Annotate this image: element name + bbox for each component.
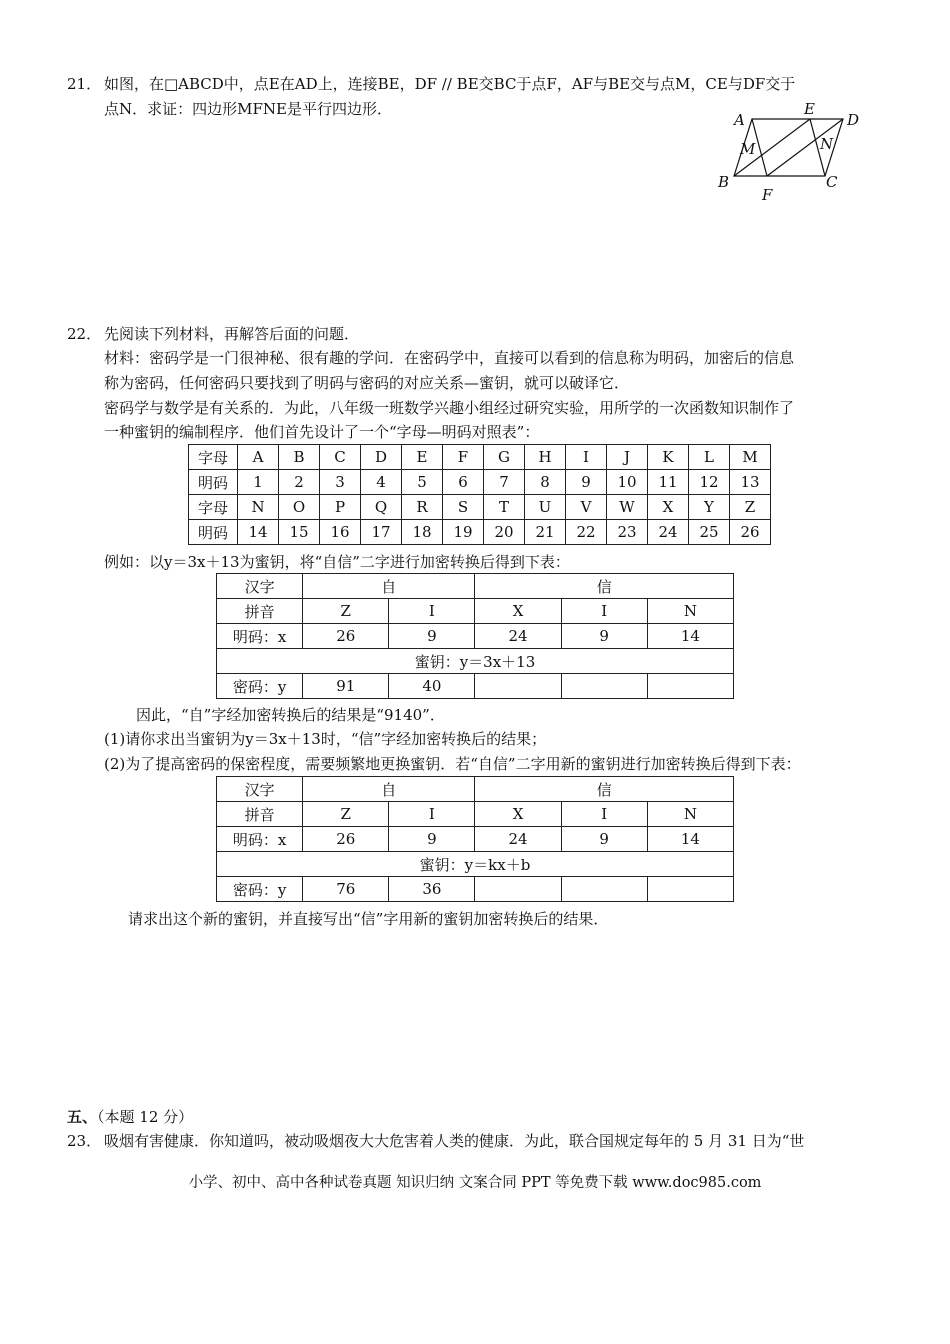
table-cell: 16: [320, 520, 361, 545]
q22-para2-line2: 一种蜜钥的编制程序．他们首先设计了一个“字母—明码对照表”：: [104, 423, 540, 441]
table-cell: 26: [730, 520, 771, 545]
table-cell: Q: [361, 495, 402, 520]
table-cell: 24: [475, 827, 561, 852]
table-cell: 76: [303, 877, 389, 902]
q22-sub1: (1)请你求出当蜜钥为y＝3x＋13时，“信”字经加密转换后的结果；: [104, 730, 547, 748]
table-row: [217, 649, 734, 674]
q22-intro: 先阅读下列材料，再解答后面的问题．: [104, 325, 360, 343]
table-cell: O: [279, 495, 320, 520]
table-cell: 9: [389, 624, 475, 649]
table-row: [217, 777, 734, 802]
table-cell: 7: [484, 470, 525, 495]
table-cell: 信: [475, 574, 734, 599]
table-cell: F: [443, 445, 484, 470]
table-cell: X: [475, 802, 561, 827]
table-cell: V: [566, 495, 607, 520]
table-cell: Y: [689, 495, 730, 520]
table-cell: I: [389, 802, 475, 827]
answer-blank-cell[interactable]: [647, 877, 733, 902]
q22-example-text: 例如：以y＝3x＋13为蜜钥，将“自信”二字进行加密转换后得到下表：: [104, 553, 570, 571]
q22-number: 22．: [67, 325, 102, 343]
letter-code-table: [188, 444, 771, 545]
table-cell: 13: [730, 470, 771, 495]
table-cell: 19: [443, 520, 484, 545]
table-cell: X: [648, 495, 689, 520]
answer-blank-cell[interactable]: [647, 674, 733, 699]
table-cell: 2: [279, 470, 320, 495]
table-cell: 20: [484, 520, 525, 545]
label-a: A: [734, 111, 745, 129]
table-cell: S: [443, 495, 484, 520]
label-n: N: [820, 135, 834, 153]
label-m: M: [740, 140, 756, 158]
table-cell: I: [566, 445, 607, 470]
table-cell: M: [730, 445, 771, 470]
table-cell: 信: [475, 777, 734, 802]
section-title: 五、: [67, 1108, 98, 1126]
label-e: E: [804, 100, 815, 118]
table-cell: 21: [525, 520, 566, 545]
table-cell: 40: [389, 674, 475, 699]
table-cell: 14: [647, 827, 733, 852]
table-row: [189, 495, 771, 520]
row-label: 明码: [189, 470, 238, 495]
section-heading: [67, 1107, 193, 1127]
table-cell: B: [279, 445, 320, 470]
table-row: [217, 674, 734, 699]
table-cell: 密码：y: [217, 877, 303, 902]
table-cell: X: [475, 599, 561, 624]
table-row: [217, 827, 734, 852]
encryption-table-2: [216, 776, 734, 902]
table-cell: 14: [647, 624, 733, 649]
table-cell: 密码：y: [217, 674, 303, 699]
table-row: [189, 470, 771, 495]
table-row: [217, 624, 734, 649]
table-cell: 24: [475, 624, 561, 649]
table-cell: N: [647, 599, 733, 624]
table-cell: 91: [303, 674, 389, 699]
table-row: [189, 520, 771, 545]
table-cell: W: [607, 495, 648, 520]
q23-text-line1: 吸烟有害健康．你知道吗，被动吸烟夜大大危害着人类的健康．为此，联合国规定每年的 5 月 31 日为“世: [104, 1132, 805, 1150]
q22-para1-line2: 称为密码，任何密码只要找到了明码与密码的对应关系—蜜钥，就可以破译它．: [104, 374, 630, 392]
table-cell: 12: [689, 470, 730, 495]
table-cell: 26: [303, 624, 389, 649]
table-cell: 汉字: [217, 777, 303, 802]
section-score: （本题 12 分）: [97, 1108, 194, 1126]
table-cell: 15: [279, 520, 320, 545]
table-cell: 1: [238, 470, 279, 495]
q21-text-line2: 点N．求证：四边形MFNE是平行四边形．: [104, 100, 392, 118]
label-b: B: [718, 173, 730, 191]
label-d: D: [847, 111, 860, 129]
table-cell: 24: [648, 520, 689, 545]
table-cell: 36: [389, 877, 475, 902]
table-cell: 17: [361, 520, 402, 545]
table-cell: 8: [525, 470, 566, 495]
q22-para1-line1: 材料：密码学是一门很神秘、很有趣的学问．在密码学中，直接可以看到的信息称为明码，加密后的信息: [104, 349, 795, 367]
table-cell: 25: [689, 520, 730, 545]
table-cell: 18: [402, 520, 443, 545]
q22-sub2: (2)为了提高密码的保密程度，需要频繁地更换蜜钥．若“自信”二字用新的蜜钥进行加密转换后得到下表：: [104, 755, 801, 773]
parallelogram-figure: [700, 95, 870, 210]
footer: 小学、初中、高中各种试卷真题 知识归纳 文案合同 PPT 等免费下载 www.doc985.com: [188, 1175, 762, 1191]
table-cell: P: [320, 495, 361, 520]
table-cell: T: [484, 495, 525, 520]
table-cell: 9: [566, 470, 607, 495]
table-cell: 9: [561, 624, 647, 649]
table-cell: H: [525, 445, 566, 470]
table-cell: I: [561, 802, 647, 827]
table-cell: I: [561, 599, 647, 624]
q22-final: 请求出这个新的蜜钥，并直接写出“信”字用新的蜜钥加密转换后的结果．: [128, 910, 609, 928]
q23-number: 23．: [67, 1132, 102, 1150]
table-row: [217, 574, 734, 599]
table-cell: 5: [402, 470, 443, 495]
table-cell: 11: [648, 470, 689, 495]
answer-blank-cell[interactable]: [475, 674, 561, 699]
table-cell: 自: [303, 777, 475, 802]
answer-blank-cell[interactable]: [475, 877, 561, 902]
table-cell: 26: [303, 827, 389, 852]
table-cell: 6: [443, 470, 484, 495]
table-cell: 明码：x: [217, 827, 303, 852]
table-cell: Z: [303, 802, 389, 827]
row-label: 明码: [189, 520, 238, 545]
table-cell: D: [361, 445, 402, 470]
table-cell: U: [525, 495, 566, 520]
table-cell: 4: [361, 470, 402, 495]
key-cell: 蜜钥：y＝kx＋b: [217, 852, 734, 877]
table-cell: R: [402, 495, 443, 520]
q21-number: 21．: [67, 75, 102, 93]
label-c: C: [826, 173, 838, 191]
table-cell: I: [389, 599, 475, 624]
table-cell: 23: [607, 520, 648, 545]
table-row: [217, 599, 734, 624]
table-cell: C: [320, 445, 361, 470]
table-cell: 10: [607, 470, 648, 495]
table-cell: 拼音: [217, 802, 303, 827]
table-row: [217, 802, 734, 827]
table-cell: A: [238, 445, 279, 470]
table-cell: 明码：x: [217, 624, 303, 649]
q22-para2-line1: 密码学与数学是有关系的．为此，八年级一班数学兴趣小组经过研究实验，用所学的一次函数知识制作了: [104, 399, 795, 417]
table-cell: L: [689, 445, 730, 470]
table-cell: Z: [730, 495, 771, 520]
table-cell: 3: [320, 470, 361, 495]
table-cell: N: [647, 802, 733, 827]
key-cell: 蜜钥：y＝3x＋13: [217, 649, 734, 674]
table-cell: 9: [389, 827, 475, 852]
table-cell: 14: [238, 520, 279, 545]
table-cell: K: [648, 445, 689, 470]
table-cell: G: [484, 445, 525, 470]
table-cell: E: [402, 445, 443, 470]
table-cell: 9: [561, 827, 647, 852]
answer-blank-cell[interactable]: [561, 877, 647, 902]
table-row: [189, 445, 771, 470]
q22-conclusion: 因此，“自”字经加密转换后的结果是“9140”．: [136, 706, 445, 724]
table-cell: 汉字: [217, 574, 303, 599]
label-f: F: [762, 186, 773, 204]
table-row: [217, 852, 734, 877]
table-cell: J: [607, 445, 648, 470]
table-cell: 拼音: [217, 599, 303, 624]
table-cell: 自: [303, 574, 475, 599]
row-label: 字母: [189, 445, 238, 470]
table-cell: N: [238, 495, 279, 520]
encryption-table-1: [216, 573, 734, 699]
table-cell: 22: [566, 520, 607, 545]
row-label: 字母: [189, 495, 238, 520]
table-cell: Z: [303, 599, 389, 624]
answer-blank-cell[interactable]: [561, 674, 647, 699]
table-row: [217, 877, 734, 902]
q21-text-line1: 如图，在□ABCD中，点E在AD上，连接BE，DF // BE交BC于点F，AF与BE交与点M，CE与DF交于: [104, 75, 796, 93]
